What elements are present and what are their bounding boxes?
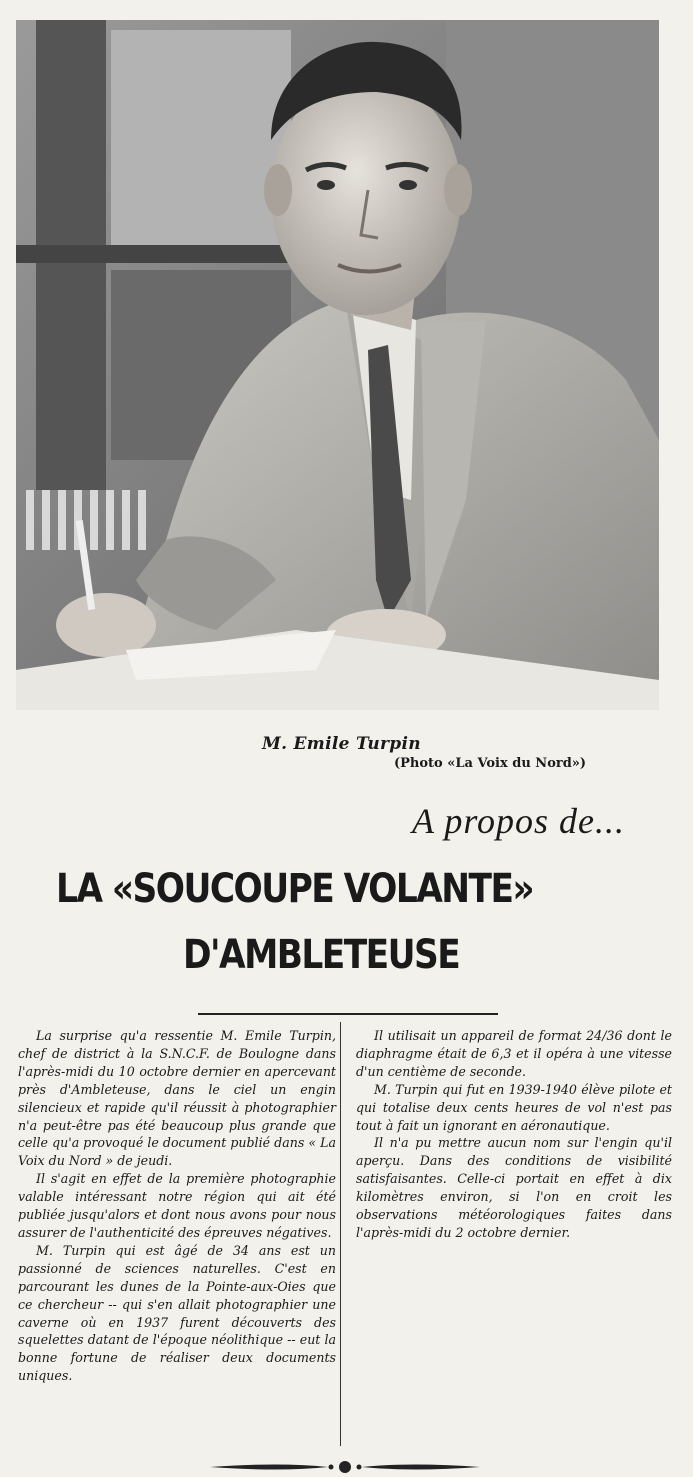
headline-line-1: LA «SOUCOUPE VOLANTE»	[56, 866, 534, 912]
end-ornament	[210, 1460, 480, 1474]
column-divider	[340, 1022, 341, 1446]
portrait-illustration	[16, 20, 659, 710]
paragraph: La surprise qu'a ressentie M. Emile Turpin, chef de district à la S.N.C.F. de Boulogne dans l'après-midi du 10 octobre dernier en apercevant près d'Ambleteuse, dans le ciel un engin silencieux et rapide qu'il réussit à photographier n'a peut-être pas été beaucoup plus grande que celle qu'a provoqué le document publié dans « La Voix du Nord » de jeudi.	[18, 1028, 336, 1169]
headline-kicker: A propos de...	[412, 801, 626, 841]
photo-credit: (Photo «La Voix du Nord»)	[394, 756, 587, 771]
photo-caption-name: M. Emile Turpin	[262, 734, 421, 754]
paragraph: M. Turpin qui est âgé de 34 ans est un passionné de sciences naturelles. C'est en parcourant les dunes de la Pointe-aux-Oies que ce chercheur -- qui s'en allait photographier une caverne où en 1937 furent découverts des squelettes datant de l'époque néolithique -- eut la bonne fortune de réaliser deux documents uniques.	[18, 1242, 336, 1384]
paragraph: Il s'agit en effet de la première photographie valable intéressant notre région qui ait été publiée jusqu'alors et dont nous avons pour nous assurer de l'authenticité des épreuves négatives.	[18, 1171, 336, 1240]
paragraph: Il n'a pu mettre aucun nom sur l'engin qu'il aperçu. Dans des conditions de visibilité satisfaisantes. Celle-ci portait en effet à dix kilomètres environ, si l'on en croit les observations météorologiques faites dans l'après-midi du 2 octobre dernier.	[356, 1135, 672, 1240]
article-column-left	[18, 1027, 336, 1385]
paragraph: M. Turpin qui fut en 1939-1940 élève pilote et qui totalise deux cents heures de vol n'est pas tout à fait un ignorant en aéronautique.	[356, 1081, 672, 1133]
headline-line-2: D'AMBLETEUSE	[183, 932, 460, 978]
headline-rule	[198, 1013, 498, 1015]
article-column-right	[356, 1027, 672, 1242]
portrait-photo	[16, 20, 659, 710]
paragraph: Il utilisait un appareil de format 24/36 dont le diaphragme était de 6,3 et il opéra à une vitesse d'un centième de seconde.	[356, 1028, 672, 1079]
